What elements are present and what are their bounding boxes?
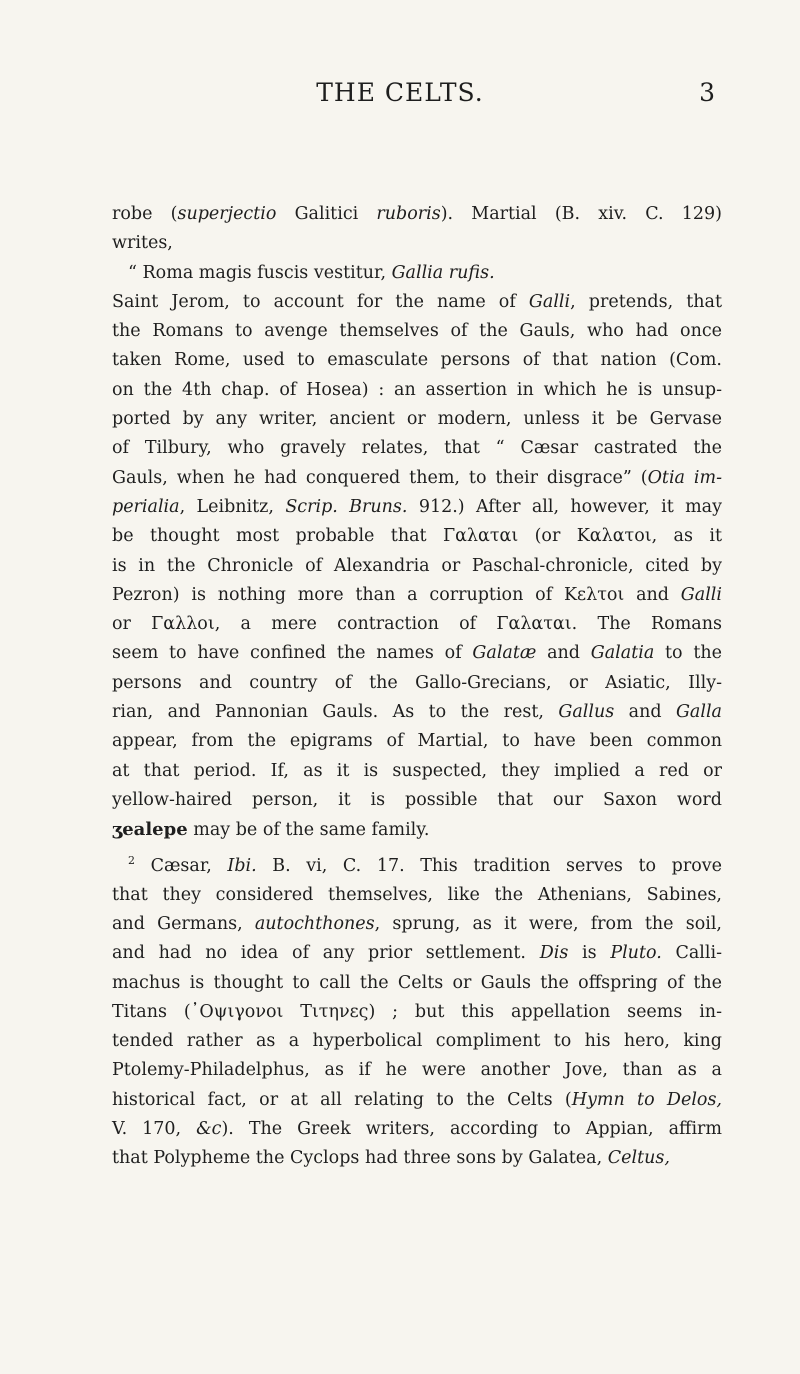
- italic-run: Pluto.: [610, 943, 662, 964]
- text-run: seem to have confined the names of: [112, 643, 473, 664]
- text-run: and Germans,: [112, 913, 255, 934]
- text-run: , Leibnitz,: [179, 496, 286, 517]
- italic-run: Dis: [539, 943, 569, 964]
- text-run: be thought most probable that Γαλαται (or Καλατοι, as it: [112, 526, 722, 547]
- text-line: [112, 998, 722, 1027]
- text-run: V. 170,: [112, 1119, 197, 1140]
- text-run: and: [614, 702, 676, 723]
- text-run: Ptolemy-Philadelphus, as if he were another Jove, than as a: [112, 1060, 722, 1081]
- text-run: is: [568, 943, 611, 964]
- text-run: ported by any writer, ancient or modern, unless it be Gervase: [112, 409, 722, 430]
- saxon-word: ʒealepe: [112, 819, 188, 841]
- italic-run: Gallia rufis.: [391, 262, 495, 283]
- text-run: machus is thought to call the Celts or Gauls the offspring of the: [112, 972, 722, 993]
- text-run: Titans (᾿Οψιγονοι Τιτηνες) ; but this appellation seems in-: [112, 1001, 722, 1022]
- page-number: 3: [699, 78, 715, 107]
- text-run: to the: [654, 643, 722, 664]
- text-run: rian, and Pannonian Gauls. As to the rest,: [112, 702, 559, 723]
- text-run: ). The Greek writers, according to Appian, affirm: [221, 1119, 722, 1140]
- text-line: [112, 288, 722, 317]
- text-run: Saint Jerom, to account for the name of: [112, 291, 529, 312]
- text-line: [112, 376, 722, 405]
- text-line: [112, 939, 722, 968]
- text-run: , pretends, that: [570, 291, 722, 312]
- italic-run: Hymn to Delos,: [571, 1089, 722, 1110]
- italic-run: Galatæ: [472, 643, 537, 664]
- text-line: [112, 464, 722, 493]
- text-line: [112, 639, 722, 668]
- text-line: [112, 200, 722, 229]
- text-run: and had no idea of any prior settlement.: [112, 943, 540, 964]
- body-text: [112, 200, 722, 1174]
- text-line: [112, 698, 722, 727]
- italic-run: autochthones: [254, 913, 375, 934]
- text-run: Cæsar,: [135, 855, 228, 876]
- text-run: yellow-haired person, it is possible that our Saxon word: [112, 789, 722, 810]
- italic-run: Galli: [680, 584, 722, 605]
- italic-run: Gallus: [558, 702, 615, 723]
- italic-run: perialia: [112, 496, 180, 517]
- text-line: [112, 346, 722, 375]
- italic-run: Celtus,: [607, 1148, 670, 1169]
- text-run: on the 4th chap. of Hosea) : an assertion in which he is unsup-: [112, 379, 722, 400]
- text-line: [112, 727, 722, 756]
- text-run: robe (: [112, 204, 178, 224]
- text-line: [112, 757, 722, 786]
- text-line: [112, 786, 722, 815]
- italic-run: Galatia: [590, 643, 655, 664]
- text-run: persons and country of the Gallo-Grecians, or Asiatic, Illy-: [112, 672, 722, 693]
- text-run: at that period. If, as it is suspected, they implied a red or: [112, 760, 722, 781]
- text-run: may be of the same family.: [187, 820, 430, 841]
- text-line: [112, 610, 722, 639]
- text-run: 912.) After all, however, it may: [407, 496, 723, 517]
- text-line: [112, 969, 722, 998]
- text-line: [112, 1144, 722, 1173]
- text-line: [112, 1056, 722, 1085]
- text-run: Galitici: [276, 204, 377, 224]
- text-run: or Γαλλοι, a mere contraction of Γαλαται. The Romans: [112, 614, 722, 635]
- text-run: “ Roma magis fuscis vestitur,: [128, 262, 392, 283]
- text-line: [112, 1115, 722, 1144]
- italic-run: Galla: [675, 702, 722, 723]
- text-run: taken Rome, used to emasculate persons of that nation (Com.: [112, 350, 722, 371]
- italic-run: &c: [196, 1119, 222, 1140]
- text-run: Calli-: [661, 943, 723, 964]
- text-line: [112, 581, 722, 610]
- text-run: the Romans to avenge themselves of the Gauls, who had once: [112, 321, 722, 342]
- text-run: of Tilbury, who gravely relates, that “ Cæsar castrated the: [112, 438, 722, 459]
- text-run: tended rather as a hyperbolical compliment to his hero, king: [112, 1031, 722, 1052]
- text-run: writes,: [112, 233, 173, 254]
- text-line: [112, 846, 722, 881]
- italic-run: Galli: [528, 291, 571, 312]
- text-line: [112, 1027, 722, 1056]
- text-run: that they considered themselves, like the Athenians, Sabines,: [112, 884, 722, 905]
- text-run: , sprung, as it were, from the soil,: [374, 913, 722, 934]
- text-line: [112, 405, 722, 434]
- text-run: that Polypheme the Cyclops had three sons by Galatea,: [112, 1148, 608, 1169]
- italic-run: superjectio: [177, 204, 277, 224]
- text-line: [112, 522, 722, 551]
- text-run: is in the Chronicle of Alexandria or Paschal-chronicle, cited by: [112, 555, 722, 576]
- text-run: ). Martial (B. xiv. C. 129): [440, 204, 722, 224]
- running-head: THE CELTS.: [316, 78, 484, 107]
- italic-run: Otia im-: [647, 467, 722, 488]
- text-line: [112, 669, 722, 698]
- italic-run: ruboris: [376, 204, 441, 224]
- italic-run: Ibi.: [227, 855, 257, 876]
- text-line: [112, 910, 722, 939]
- italic-run: Scrip. Bruns.: [285, 496, 408, 517]
- text-line: [112, 434, 722, 463]
- text-line: [112, 552, 722, 581]
- text-line: [112, 493, 722, 522]
- text-run: and: [536, 643, 591, 664]
- text-line: [112, 1086, 722, 1115]
- text-run: B. vi, C. 17. This tradition serves to prove: [256, 855, 722, 876]
- text-line: [112, 881, 722, 910]
- text-line: [112, 229, 722, 258]
- text-line: [112, 259, 722, 288]
- text-line: [112, 815, 722, 845]
- footnote-marker: 2: [128, 853, 135, 867]
- text-run: Pezron) is nothing more than a corruption of Κελτοι and: [112, 584, 681, 605]
- text-run: appear, from the epigrams of Martial, to have been common: [112, 731, 722, 752]
- text-run: Gauls, when he had conquered them, to their disgrace” (: [112, 467, 648, 488]
- text-run: historical fact, or at all relating to the Celts (: [112, 1089, 572, 1110]
- text-line: [112, 317, 722, 346]
